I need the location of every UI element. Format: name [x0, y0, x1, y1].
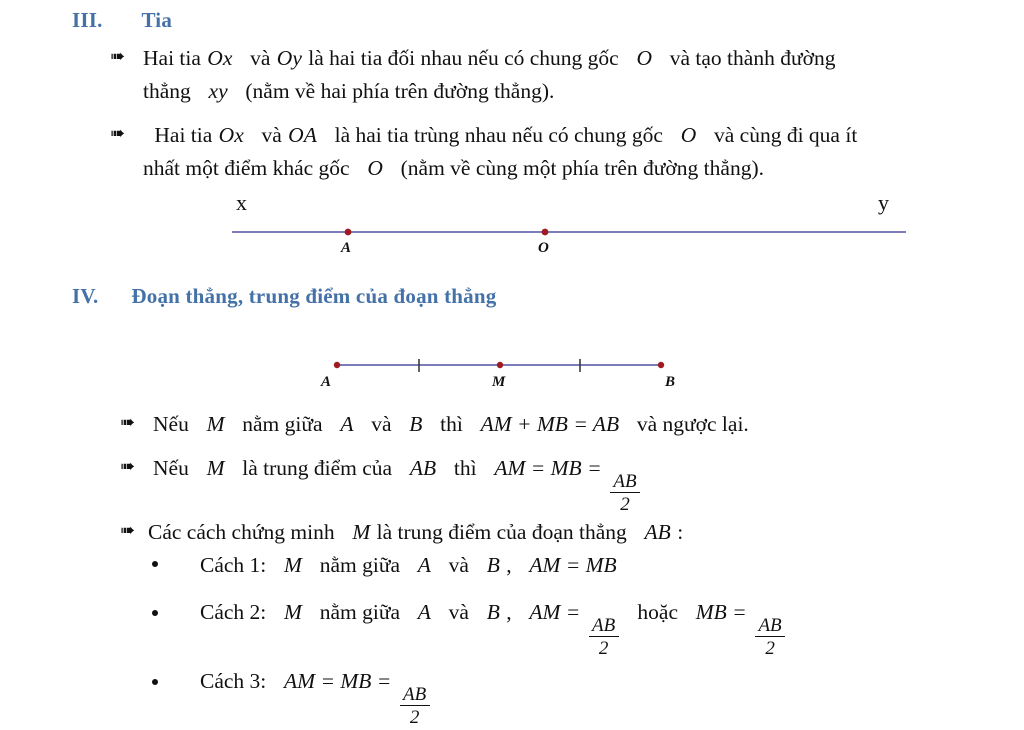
method-text	[200, 596, 787, 658]
bullet-line-2	[110, 75, 990, 108]
bullet-line-1	[110, 119, 1010, 152]
math-var-b: B	[486, 600, 500, 624]
text-run: và tạo thành đường	[669, 46, 836, 70]
fraction-numerator: AB	[403, 683, 427, 705]
text-run: nằm giữa	[319, 553, 401, 577]
text-run: (nằm về hai phía trên đường thẳng).	[245, 78, 555, 103]
math-var-o: O	[636, 46, 652, 70]
text-run: là trung điểm của	[242, 456, 393, 480]
text-run: :	[677, 520, 684, 544]
method-label: Cách 2:	[200, 600, 267, 624]
arrow-bullet-icon: ➠	[120, 456, 136, 476]
fraction-denominator: 2	[765, 638, 775, 660]
text-run: và	[371, 412, 392, 436]
bullet-line-2	[110, 152, 1010, 185]
section-title: Đoạn thẳng, trung điểm của đoạn thẳng	[131, 284, 497, 308]
segment-graphic	[0, 350, 1024, 398]
section-heading-iii	[72, 8, 172, 33]
text-run-hoac: hoặc	[637, 600, 678, 624]
text-run: Nếu	[153, 412, 189, 436]
text-run: và cùng đi qua ít	[714, 123, 858, 147]
fraction-numerator: AB	[592, 614, 616, 636]
point-m-marker	[497, 362, 503, 368]
text-run: ,	[506, 600, 512, 624]
method-item-2	[152, 596, 787, 660]
bullet-dot-icon	[152, 561, 158, 567]
fraction-denominator: 2	[409, 707, 420, 729]
math-var-oa: OA	[288, 123, 317, 147]
text-run: ,	[506, 553, 512, 577]
text-run: và	[448, 600, 469, 624]
text-run: và	[250, 46, 271, 70]
text-run: nhất một điểm khác gốc	[143, 155, 350, 180]
math-var-o: O	[367, 155, 383, 180]
math-var-m: M	[284, 600, 302, 624]
statement-text	[120, 452, 1000, 514]
text-run: thì	[440, 412, 463, 436]
math-var-a: A	[417, 600, 431, 624]
method-label: Cách 3:	[200, 669, 267, 693]
statement-text	[120, 408, 1000, 441]
text-run: và ngược lại.	[636, 412, 749, 436]
fraction-ab-over-2	[400, 685, 430, 728]
statement-text	[120, 516, 1000, 549]
figure-ray-line	[0, 190, 1024, 265]
math-var-a: A	[340, 412, 354, 436]
math-var-m: M	[206, 412, 225, 436]
fraction-numerator: AB	[613, 470, 637, 492]
math-var-oy: Oy	[276, 46, 302, 70]
text-run: và	[448, 553, 469, 577]
method-text	[200, 665, 432, 727]
statement-sum-rule	[120, 408, 1000, 441]
statement-midpoint-rule	[120, 452, 1000, 514]
arrow-bullet-icon: ➠	[120, 520, 136, 540]
math-var-ab: AB	[409, 456, 437, 480]
equation-lhs-am: AM =	[529, 600, 581, 624]
method-label: Cách 1:	[200, 553, 267, 577]
point-b-marker	[658, 362, 664, 368]
text-run: Hai tia	[154, 123, 213, 147]
text-run: (nằm về cùng một phía trên đường thẳng).	[400, 155, 764, 180]
arrow-bullet-icon: ➠	[110, 123, 126, 143]
point-a-marker	[345, 229, 352, 236]
figure-segment-amb	[0, 350, 1024, 398]
section-title: Tia	[141, 8, 173, 32]
text-run: là hai tia trùng nhau nếu có chung gốc	[334, 123, 663, 147]
math-var-xy: xy	[208, 78, 228, 103]
math-var-ox: Ox	[218, 123, 244, 147]
fraction-numerator: AB	[758, 614, 782, 636]
section-numeral: III.	[72, 8, 103, 32]
math-var-a: A	[417, 553, 431, 577]
section-numeral: IV.	[72, 284, 99, 308]
equation-am-eq-mb: AM = MB	[529, 553, 617, 577]
math-var-m: M	[206, 456, 225, 480]
text-run: thẳng	[143, 78, 191, 103]
fraction-ab-over-2-second	[755, 616, 785, 659]
equation-lhs-mb: MB =	[695, 600, 747, 624]
math-var-m: M	[284, 553, 302, 577]
math-var-b: B	[486, 553, 500, 577]
method-text	[200, 549, 618, 581]
text-run: là hai tia đối nhau nếu có chung gốc	[308, 46, 619, 70]
math-var-ox: Ox	[207, 46, 233, 70]
text-run: là trung điểm của đoạn thẳng	[376, 520, 627, 544]
fraction-denominator: 2	[598, 638, 609, 660]
arrow-bullet-icon: ➠	[110, 46, 126, 66]
point-label-a: A	[321, 374, 332, 390]
text-run: thì	[453, 456, 477, 480]
text-run: Nếu	[153, 456, 189, 480]
fraction-denominator: 2	[620, 494, 630, 516]
equation-sum: AM + MB = AB	[480, 412, 620, 436]
bullet-opposite-rays	[110, 42, 990, 107]
bullet-coincident-rays	[110, 119, 1010, 184]
equation-lhs: AM = MB =	[284, 669, 392, 693]
math-var-o: O	[680, 123, 697, 147]
text-run: nằm giữa	[319, 600, 401, 624]
point-o-marker	[542, 229, 549, 236]
method-item-1	[152, 549, 618, 579]
math-var-b: B	[409, 412, 423, 436]
bullet-line-1	[110, 42, 990, 75]
point-label-o: O	[538, 240, 549, 256]
arrow-bullet-icon: ➠	[120, 412, 136, 432]
point-a-marker	[334, 362, 340, 368]
text-run: Hai tia	[143, 46, 201, 70]
method-item-3	[152, 665, 432, 729]
statement-proof-methods-header	[120, 516, 1000, 549]
bullet-dot-icon	[152, 610, 158, 616]
text-run: Các cách chứng minh	[148, 520, 335, 544]
equation-lhs: AM = MB =	[494, 456, 602, 480]
point-label-b: B	[665, 374, 676, 390]
text-run: nằm giữa	[242, 412, 323, 436]
section-heading-iv	[72, 284, 496, 309]
bullet-dot-icon	[152, 679, 158, 685]
fraction-ab-over-2	[589, 616, 619, 659]
math-var-m: M	[352, 520, 371, 544]
text-run: và	[261, 123, 282, 147]
axis-label-y: y	[878, 190, 889, 215]
ray-line-graphic	[0, 190, 1024, 265]
fraction-ab-over-2	[610, 472, 640, 515]
math-var-ab: AB	[644, 520, 671, 544]
point-label-a: A	[341, 240, 352, 256]
axis-label-x: x	[236, 190, 247, 215]
point-label-m: M	[492, 374, 506, 390]
